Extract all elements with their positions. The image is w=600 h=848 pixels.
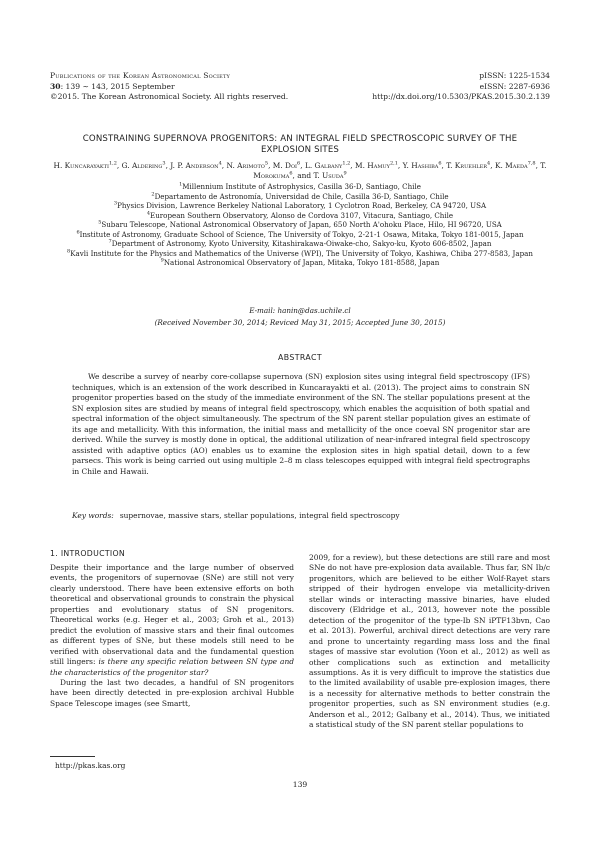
page-number: 139: [292, 780, 308, 789]
email[interactable]: E-mail: hanin@das.uchile.cl: [249, 306, 351, 315]
affiliation-text: National Astronomical Observatory of Japan, Mitaka, Tokyo 181-8588, Japan: [163, 258, 440, 268]
received-dates: (Received November 30, 2014; Reviced May 31, 2015; Accepted June 30, 2015): [154, 317, 446, 327]
affiliation-number: 6: [76, 229, 80, 236]
page-range: : 139 ∼ 143, 2015 September: [60, 81, 175, 91]
title-line-1: CONSTRAINING SUPERNOVA PROGENITORS: AN INTEGRAL FIELD SPECTROSCOPIC SURVEY OF THE: [82, 134, 518, 144]
author-affiliation-mark: 1,2: [342, 160, 351, 167]
author-name: G. Aldering: [121, 161, 163, 170]
author-affiliation-mark: 3: [162, 160, 166, 167]
author-affiliation-mark: 4: [487, 160, 491, 167]
author-affiliation-mark: 1,2: [108, 160, 117, 167]
contact-block: [50, 305, 550, 328]
keywords-label: Key words:: [72, 511, 114, 520]
affiliation-list: [50, 182, 550, 268]
affiliation: [50, 201, 550, 211]
intro-p1-text: Despite their importance and the large number of observed events, the progenitors of supernovae (SNe) are still not very clearly understood. There have been extensive efforts on both theoretical and observational grounds to constrain the physical properties and evolutionary status of SN progenitors. Theoretical works (e.g. Heger et al., 2003; Groh et al., 2013) predict the evolution of massive stars and their final outcomes as different types of SNe, but these models still need to be verified with observational data and the fundamental question still lingers:: [50, 563, 294, 667]
keywords-text: supernovae, massive stars, stellar populations, integral field spectroscopy: [119, 511, 400, 520]
affiliation-text: Department of Astronomy, Kyoto University, Kitashirakawa-Oiwake-cho, Sakyo-ku, Kyoto 606-8502, Japan: [111, 239, 492, 249]
author-list: H. Kuncarayakti$^{1,2}$, G. Aldering$^3$, J. P. Anderson$^4$, N. Arimoto$^5$, M. Doi$^6$, L. Galbany$^{1,2}$, M. Hamuy$^{2,1}$, Y. Hashiba$^6$, T. Kruehler$^4$, K. Maeda$^{7,8}$, T. Morokuma$^6$, and T. Usuda$^9$: [53, 160, 547, 181]
author-affiliation-mark: 7,8: [527, 160, 536, 167]
affiliation: [50, 220, 550, 230]
title-line-2: EXPLOSION SITES: [260, 145, 340, 155]
paper-title: [50, 134, 550, 156]
intro-paragraph-continued: 2009, for a review), but these detections are still rare and most SNe do not have pre-explosion data available. Thus far, SN Ib/c progenitors, which are believed to be either Wolf-Rayet stars stripped of their hydrogen envelope via metallicity-driven stellar winds or interacting massive binaries, have eluded discovery (Eldridge et al., 2013, however note the possible detection of the progenitor of the type-Ib SN iPTF13bvn, Cao et al. 2013). Powerful, archival direct detections are very rare and prone to uncertainty regarding mass loss and the final stages of massive star evolution (Yoon et al., 2012) as well as other complications such as extinction and metallicity assumptions. As it is very difficult to improve the statistics due to the limited availability of usable pre-explosion images, there is a necessity for alternative methods to better constrain the progenitor properties, such as SN environment studies (e.g. Anderson et al., 2012; Galbany et al., 2014). Thus, we initiated a statistical study of the SN parent stellar populations to: [309, 553, 550, 730]
author-name: Y. Hashiba: [402, 161, 439, 170]
author-affiliation-mark: 9: [343, 170, 347, 177]
affiliation-text: Millennium Institute of Astrophysics, Casilla 36-D, Santiago, Chile: [182, 182, 421, 191]
author-name: M. Hamuy: [355, 161, 390, 170]
affiliation-text: Physics Division, Lawrence Berkeley National Laboratory, 1 Cyclotron Road, Berkeley, CA 94720, USA: [117, 201, 487, 211]
author-name: L. Galbany: [304, 161, 343, 170]
abstract-heading: ABSTRACT: [278, 353, 322, 362]
affiliation: [50, 230, 550, 240]
footnote-url[interactable]: http://pkas.kas.org: [55, 761, 126, 770]
affiliation-number: 8: [67, 248, 71, 255]
author-name: H. Kuncarayakti: [53, 161, 109, 170]
affiliation-number: 3: [113, 200, 118, 207]
affiliation: [50, 258, 550, 268]
author-affiliation-mark: 5: [264, 160, 269, 167]
affiliation: [50, 211, 550, 221]
authors-and: and: [297, 171, 312, 181]
author-name: T. Morokuma: [253, 161, 547, 181]
affiliation: [50, 249, 550, 259]
doi-link[interactable]: http://dx.doi.org/10.5303/PKAS.2015.30.2.139: [372, 92, 550, 101]
affiliation: [50, 182, 550, 192]
left-column: [50, 563, 294, 709]
affiliation-text: European Southern Observatory, Alonso de Cordova 3107, Vitacura, Santiago, Chile: [150, 210, 454, 220]
affiliation-number: 5: [98, 219, 102, 226]
footnote-rule: [50, 756, 95, 757]
affiliation: [50, 192, 550, 202]
journal-name: Publications of the Korean Astronomical Society: [50, 71, 231, 80]
author-name: J. P. Anderson: [170, 161, 219, 170]
author-name: N. Arimoto: [226, 161, 265, 170]
eissn: eISSN: 2287-6936: [479, 81, 550, 91]
author-name: T. Usuda: [313, 171, 344, 181]
affiliation-number: 1: [179, 181, 183, 188]
right-column: [309, 553, 550, 731]
intro-paragraph-2: During the last two decades, a handful of SN progenitors have been directly detected in pre-explosion archival Hubble Space Telescope images (see Smartt,: [50, 677, 294, 708]
intro-paragraph-1: [50, 563, 294, 678]
affiliation-text: Institute of Astronomy, Graduate School of Science, The University of Tokyo, 2-21-1 Osawa, Mitaka, Tokyo 181-0015, Japan: [79, 229, 524, 239]
author-name: M. Doi: [272, 161, 298, 170]
author-affiliation-mark: 4: [218, 160, 222, 167]
affiliation-number: 2: [151, 191, 155, 198]
affiliation-text: Kavli Institute for the Physics and Mathematics of the Universe (WPI), The University of Tokyo, Kashiwa, Chiba 277-8583, Japan: [70, 248, 533, 258]
intro-question: is there any specific relation between SN type and the characteristics of the progenitor star?: [50, 657, 294, 677]
affiliation: [50, 239, 550, 249]
section-heading: 1. INTRODUCTION: [50, 549, 126, 558]
affiliation-number: 7: [108, 238, 112, 245]
keywords-line: [72, 511, 530, 521]
author-affiliation-mark: 2,1: [389, 160, 398, 167]
abstract-text: We describe a survey of nearby core-collapse supernova (SN) explosion sites using integral field spectroscopy (IFS) techniques, which is an extension of the work described in Kuncarayakti et al. (2013). The project aims to constrain SN progenitor properties based on the study of the immediate environment of the SN. The stellar populations present at the SN explosion sites are studied by means of integral field spectroscopy, which enables the acquisition of both spatial and spectral information of the object simultaneously. The spectrum of the SN parent stellar population gives an estimate of its age and metallicity. With this information, the initial mass and metallicity of the once coeval SN progenitor star are derived. While the survey is mostly done in optical, the additional utilization of near-infrared integral field spectroscopy assisted with adaptive optics (AO) enables us to examine the explosion sites in high spatial detail, down to a few parsecs. This work is being carried out using multiple 2–8 m class telescopes equipped with integral field spectrographs in Chile and Hawaii.: [72, 372, 530, 476]
pissn: pISSN: 1225-1534: [479, 71, 550, 80]
issn-header: [300, 71, 550, 103]
affiliation-text: Departamento de Astronomía, Universidad de Chile, Casilla 36-D, Santiago, Chile: [154, 191, 449, 201]
author-affiliation-mark: 6: [438, 160, 442, 167]
affiliation-number: 4: [146, 210, 151, 217]
author-name: K. Maeda: [494, 161, 528, 170]
author-affiliation-mark: 6: [297, 160, 301, 167]
author-affiliation-mark: 6: [289, 170, 293, 177]
affiliation-number: 9: [160, 258, 164, 265]
author-name: T. Kruehler: [446, 161, 488, 170]
affiliation-text: Subaru Telescope, National Astronomical Observatory of Japan, 650 North A'ohoku Place, Hilo, HI 96720, USA: [101, 220, 502, 230]
volume-number: 30: [50, 81, 61, 91]
copyright: ©2015. The Korean Astronomical Society. All rights reserved.: [50, 92, 289, 101]
